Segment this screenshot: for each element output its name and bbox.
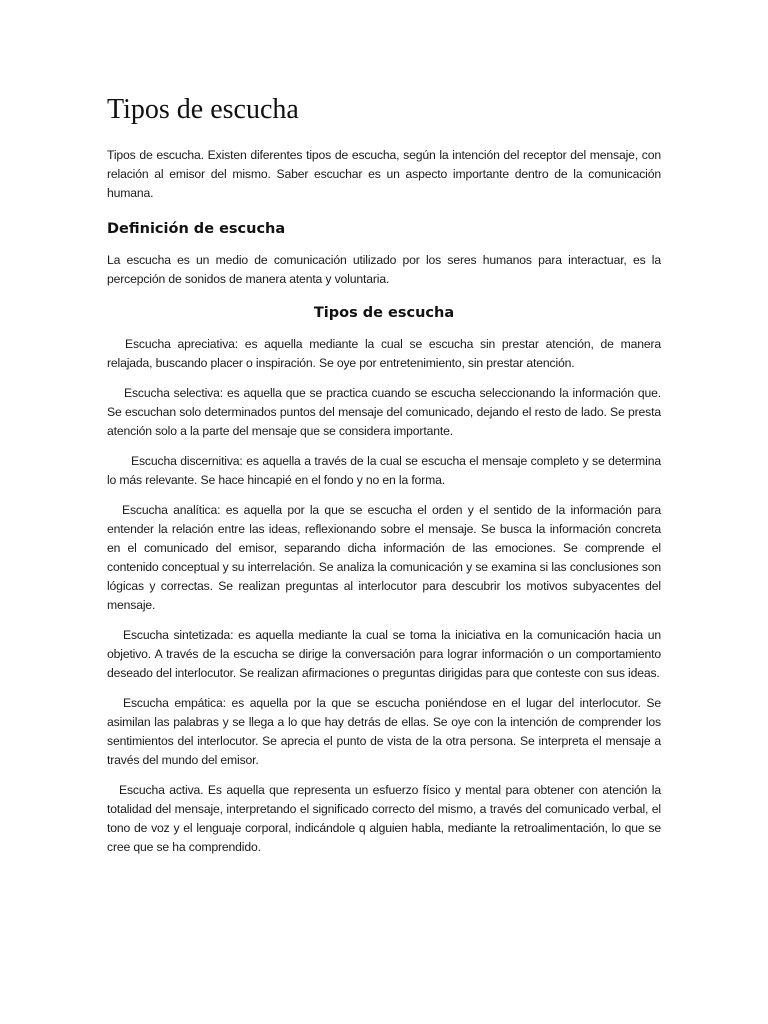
document-page	[107, 92, 661, 868]
type-empatica-paragraph: Escucha empática: es aquella por la que se escucha poniéndose en el lugar del interlocutor. Se asimilan las palabras y se llega a lo que hay detrás de ellas. Se oye con la intención de comprender los sentimientos del interlocutor. Se aprecia el punto de vista de la otra persona. Se interpreta el mensaje a través del mundo del emisor.	[107, 696, 661, 767]
type-apreciativa-paragraph: Escucha apreciativa: es aquella mediante la cual se escucha sin prestar atención, de manera relajada, buscando placer o inspiración. Se oye por entretenimiento, sin prestar atención.	[107, 337, 661, 370]
intro-paragraph: Tipos de escucha. Existen diferentes tipos de escucha, según la intención del receptor del mensaje, con relación al emisor del mismo. Saber escuchar es un aspecto importante dentro de la comunicación humana.	[107, 148, 661, 200]
type-analitica-paragraph: Escucha analítica: es aquella por la que se escucha el orden y el sentido de la información para entender la relación entre las ideas, reflexionando sobre el mensaje. Se busca la información concreta en el comunicado del emisor, separando dicha información de las emociones. Se comprende el contenido conceptual y su interrelación. Se analiza la comunicación y se examina si las conclusiones son lógicas y correctas. Se realizan preguntas al interlocutor para descubrir los motivos subyacentes del mensaje.	[107, 503, 661, 612]
definition-paragraph: La escucha es un medio de comunicación utilizado por los seres humanos para interactuar, es la percepción de sonidos de manera atenta y voluntaria.	[107, 253, 661, 286]
definition-heading: Definición de escucha	[107, 221, 286, 237]
type-sintetizada-paragraph: Escucha sintetizada: es aquella mediante la cual se toma la iniciativa en la comunicación hacia un objetivo. A través de la escucha se dirige la conversación para lograr información o un comportamiento deseado del interlocutor. Se realizan afirmaciones o preguntas dirigidas para que conteste con sus ideas.	[107, 628, 661, 680]
page-title: Tipos de escucha	[107, 94, 299, 125]
type-activa-paragraph: Escucha activa. Es aquella que representa un esfuerzo físico y mental para obtener con atención la totalidad del mensaje, interpretando el significado correcto del mismo, a través del comunicado verbal, el tono de voz y el lenguaje corporal, indicándole q alguien habla, mediante la retroalimentación, lo que se cree que se ha comprendido.	[107, 783, 661, 854]
types-heading: Tipos de escucha	[313, 305, 455, 321]
type-selectiva-paragraph: Escucha selectiva: es aquella que se practica cuando se escucha seleccionando la información que. Se escuchan solo determinados puntos del mensaje del comunicado, dejando el resto de lado. Se presta atención solo a la parte del mensaje que se considera importante.	[107, 386, 661, 438]
type-discernitiva-paragraph: Escucha discernitiva: es aquella a través de la cual se escucha el mensaje completo y se determina lo más relevante. Se hace hincapié en el fondo y no en la forma.	[107, 454, 661, 487]
